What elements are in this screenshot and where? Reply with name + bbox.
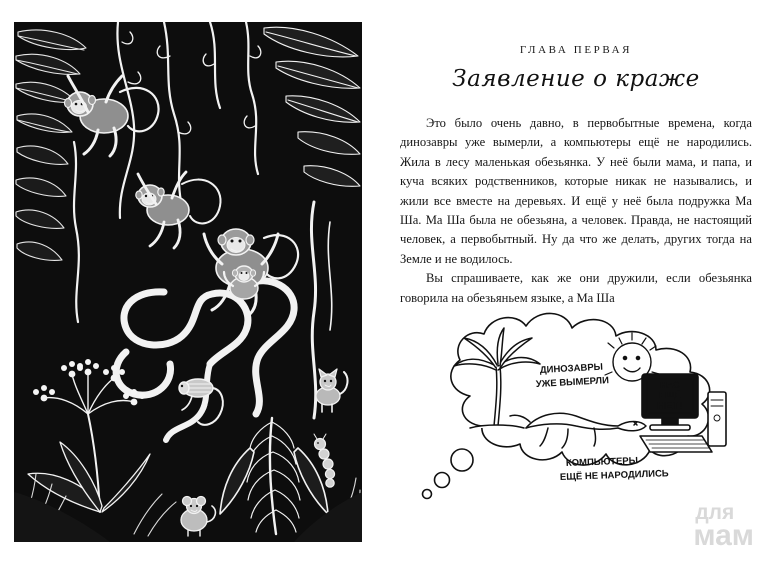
body-text	[400, 114, 752, 308]
jungle-illustration	[14, 22, 362, 542]
thought-cloud-svg	[418, 300, 754, 510]
chapter-label: ГЛАВА ПЕРВАЯ	[519, 44, 633, 56]
cartoon-illustration	[418, 300, 754, 510]
watermark	[693, 500, 754, 553]
illustration-plate	[14, 22, 362, 542]
caption-computers-line2: ЕЩЁ НЕ НАРОДИЛИСЬ	[559, 468, 669, 483]
watermark-line-2: мам	[693, 519, 754, 553]
caption-computers-line1: КОМПЬЮТЕРЫ	[565, 455, 639, 469]
chapter-title: Заявление о краже	[452, 66, 700, 92]
screen-line-2: ЕЩЁ	[659, 390, 681, 400]
paragraph-2: Вы спрашиваете, как же они дружили, если обезьянка говорила на обезьяньем языке, а Ма Ша	[400, 271, 752, 305]
screen-line-3: НЕТ!	[657, 400, 683, 412]
caption-dinosaurs-line2: УЖЕ ВЫМЕРЛИ	[535, 375, 610, 390]
caption-dinosaurs-line1: ДИНОЗАВРЫ	[539, 361, 604, 376]
paragraph-1: Это было очень давно, в первобытные времена, когда динозавры уже вымерли, а компьютеры ещё не народились. Жила в лесу маленькая обезьянка. У неё были мама, и папа, и куча всяких родственников, которые никак не назывались, и жили все вместе на деревьях. И ещё у неё была подружка Ма Ша. Ма Ша была не обезьяна, а человек. Правда, не настоящий человек, а первобытный. Ну да что же делать, других тогда на Земле и не водилось.	[400, 116, 752, 266]
watermark-line-1: для	[695, 500, 735, 524]
screen-line-1: НАС	[660, 380, 680, 390]
